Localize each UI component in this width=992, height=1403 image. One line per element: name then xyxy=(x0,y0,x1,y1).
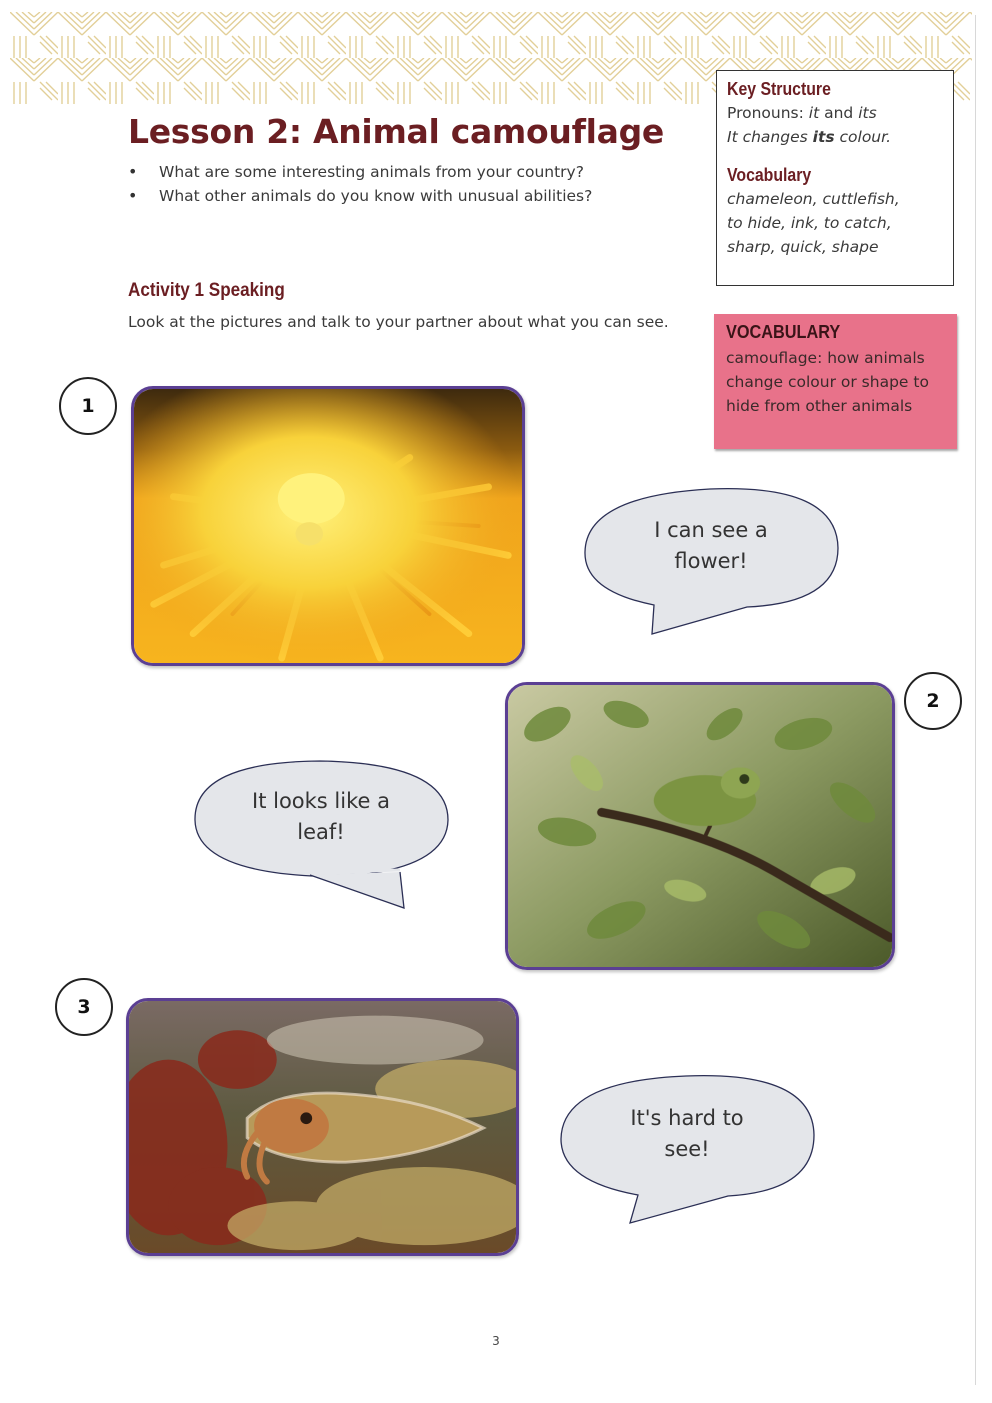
number-badge-3: 3 xyxy=(55,978,113,1036)
page-edge-line xyxy=(975,15,976,1385)
page-number: 3 xyxy=(492,1334,500,1348)
speech-bubble-1 xyxy=(582,486,840,636)
example-start: It changes xyxy=(727,128,813,146)
example-bold-word: its xyxy=(812,128,835,146)
key-structure-heading: Key Structure xyxy=(727,79,831,99)
speech-bubble-3 xyxy=(558,1073,816,1225)
pronoun-it: it xyxy=(808,104,820,122)
activity-heading: Activity 1 Speaking xyxy=(128,280,285,301)
activity-instruction: Look at the pictures and talk to your partner about what you can see. xyxy=(128,313,669,331)
vocabulary-line: chameleon, cuttlefish, xyxy=(727,190,900,208)
pronouns-label: Pronouns: xyxy=(727,104,809,122)
speech-line: leaf! xyxy=(297,820,345,844)
speech-line: I can see a xyxy=(654,518,768,542)
vocabulary-heading: Vocabulary xyxy=(727,165,812,185)
speech-line: see! xyxy=(664,1137,710,1161)
speech-text-1 xyxy=(582,515,840,577)
lesson-title: Lesson 2: Animal camouflage xyxy=(128,112,665,151)
question-item: • What are some interesting animals from your country? xyxy=(128,160,592,184)
pronoun-its: its xyxy=(858,104,877,122)
definition-line: hide from other animals xyxy=(726,397,913,415)
pronouns-and: and xyxy=(819,104,859,122)
warmup-questions xyxy=(128,160,592,208)
vocabulary-definition-box xyxy=(714,314,957,449)
definition-text xyxy=(726,346,947,418)
speech-bubble-2 xyxy=(192,758,450,910)
photo-chameleon-branch xyxy=(505,682,895,970)
vocabulary-line: sharp, quick, shape xyxy=(727,238,879,256)
photo-crab-spider-flower xyxy=(131,386,525,666)
speech-line: It's hard to xyxy=(630,1106,744,1130)
question-item: • What other animals do you know with unusual abilities? xyxy=(128,184,592,208)
pronouns-line xyxy=(727,101,943,125)
speech-text-2 xyxy=(192,786,450,848)
number-badge-2: 2 xyxy=(904,672,962,730)
speech-line: flower! xyxy=(674,549,748,573)
example-end: colour. xyxy=(834,128,892,146)
example-sentence xyxy=(727,125,943,149)
photo-cuttlefish-reef xyxy=(126,998,519,1256)
number-badge-1: 1 xyxy=(59,377,117,435)
key-structure-box xyxy=(716,70,954,286)
speech-line: It looks like a xyxy=(252,789,390,813)
definition-line: change colour or shape to xyxy=(726,373,929,391)
speech-text-3 xyxy=(558,1103,816,1165)
definition-line: camouflage: how animals xyxy=(726,349,925,367)
vocabulary-box-heading: VOCABULARY xyxy=(726,321,841,342)
vocabulary-line: to hide, ink, to catch, xyxy=(727,214,892,232)
